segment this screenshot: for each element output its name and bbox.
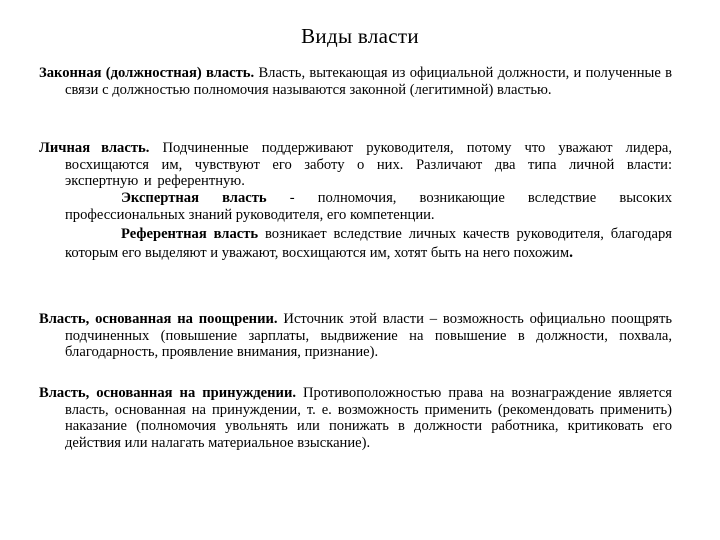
paragraph-expert-power bbox=[65, 190, 672, 223]
heading-coercive-power: Власть, основанная на принуждении. bbox=[39, 385, 297, 401]
paragraph-personal-power bbox=[39, 140, 672, 190]
text-personal-power: Подчиненные поддерживают руководителя, потому что уважают лидера, восхищаются им, чувствуют его заботу о них. Различают два типа личной власти: экспертную и референтную. bbox=[65, 140, 672, 190]
page-title: Виды власти bbox=[301, 24, 419, 48]
paragraph-coercive-power bbox=[39, 385, 672, 451]
paragraph-reward-power bbox=[39, 311, 672, 361]
text-coercive-power: Противоположностью права на вознаграждение является власть, основанная на принуждении, т. е. возможность применить (рекомендовать применить) наказание (полномочия увольнять или понижать в должности работника, критиковать его действия или налагать материальное взыскание). bbox=[65, 385, 672, 451]
paragraph-referent-power bbox=[65, 226, 672, 262]
text-expert-power: - полномочия, возникающие вследствие высоких профессиональных знаний руководителя, его компетенции. bbox=[65, 190, 673, 223]
heading-reward-power: Власть, основанная на поощрении. bbox=[39, 311, 278, 327]
referent-period: . bbox=[569, 243, 573, 261]
heading-referent-power: Референтная власть bbox=[121, 226, 259, 242]
paragraph-legal-power bbox=[39, 65, 672, 98]
heading-expert-power: Экспертная власть bbox=[121, 190, 267, 206]
text-legal-power: Власть, вытекающая из официальной должности, и полученные в связи с должностью полномочия называются законной (легитимной) властью. bbox=[65, 65, 672, 98]
heading-legal-power: Законная (должностная) власть. bbox=[39, 65, 255, 81]
text-reward-power: Источник этой власти – возможность официально поощрять подчиненных (повышение зарплаты, выдвижение на повышение в должности, похвала, благодарность, проявление внимания, признание). bbox=[65, 311, 672, 361]
text-referent-power: возникает вследствие личных качеств руководителя, благодаря которым его выделяют и уважают, восхищаются им, хотят быть на него похожим bbox=[65, 226, 672, 261]
heading-personal-power: Личная власть. bbox=[39, 140, 150, 156]
